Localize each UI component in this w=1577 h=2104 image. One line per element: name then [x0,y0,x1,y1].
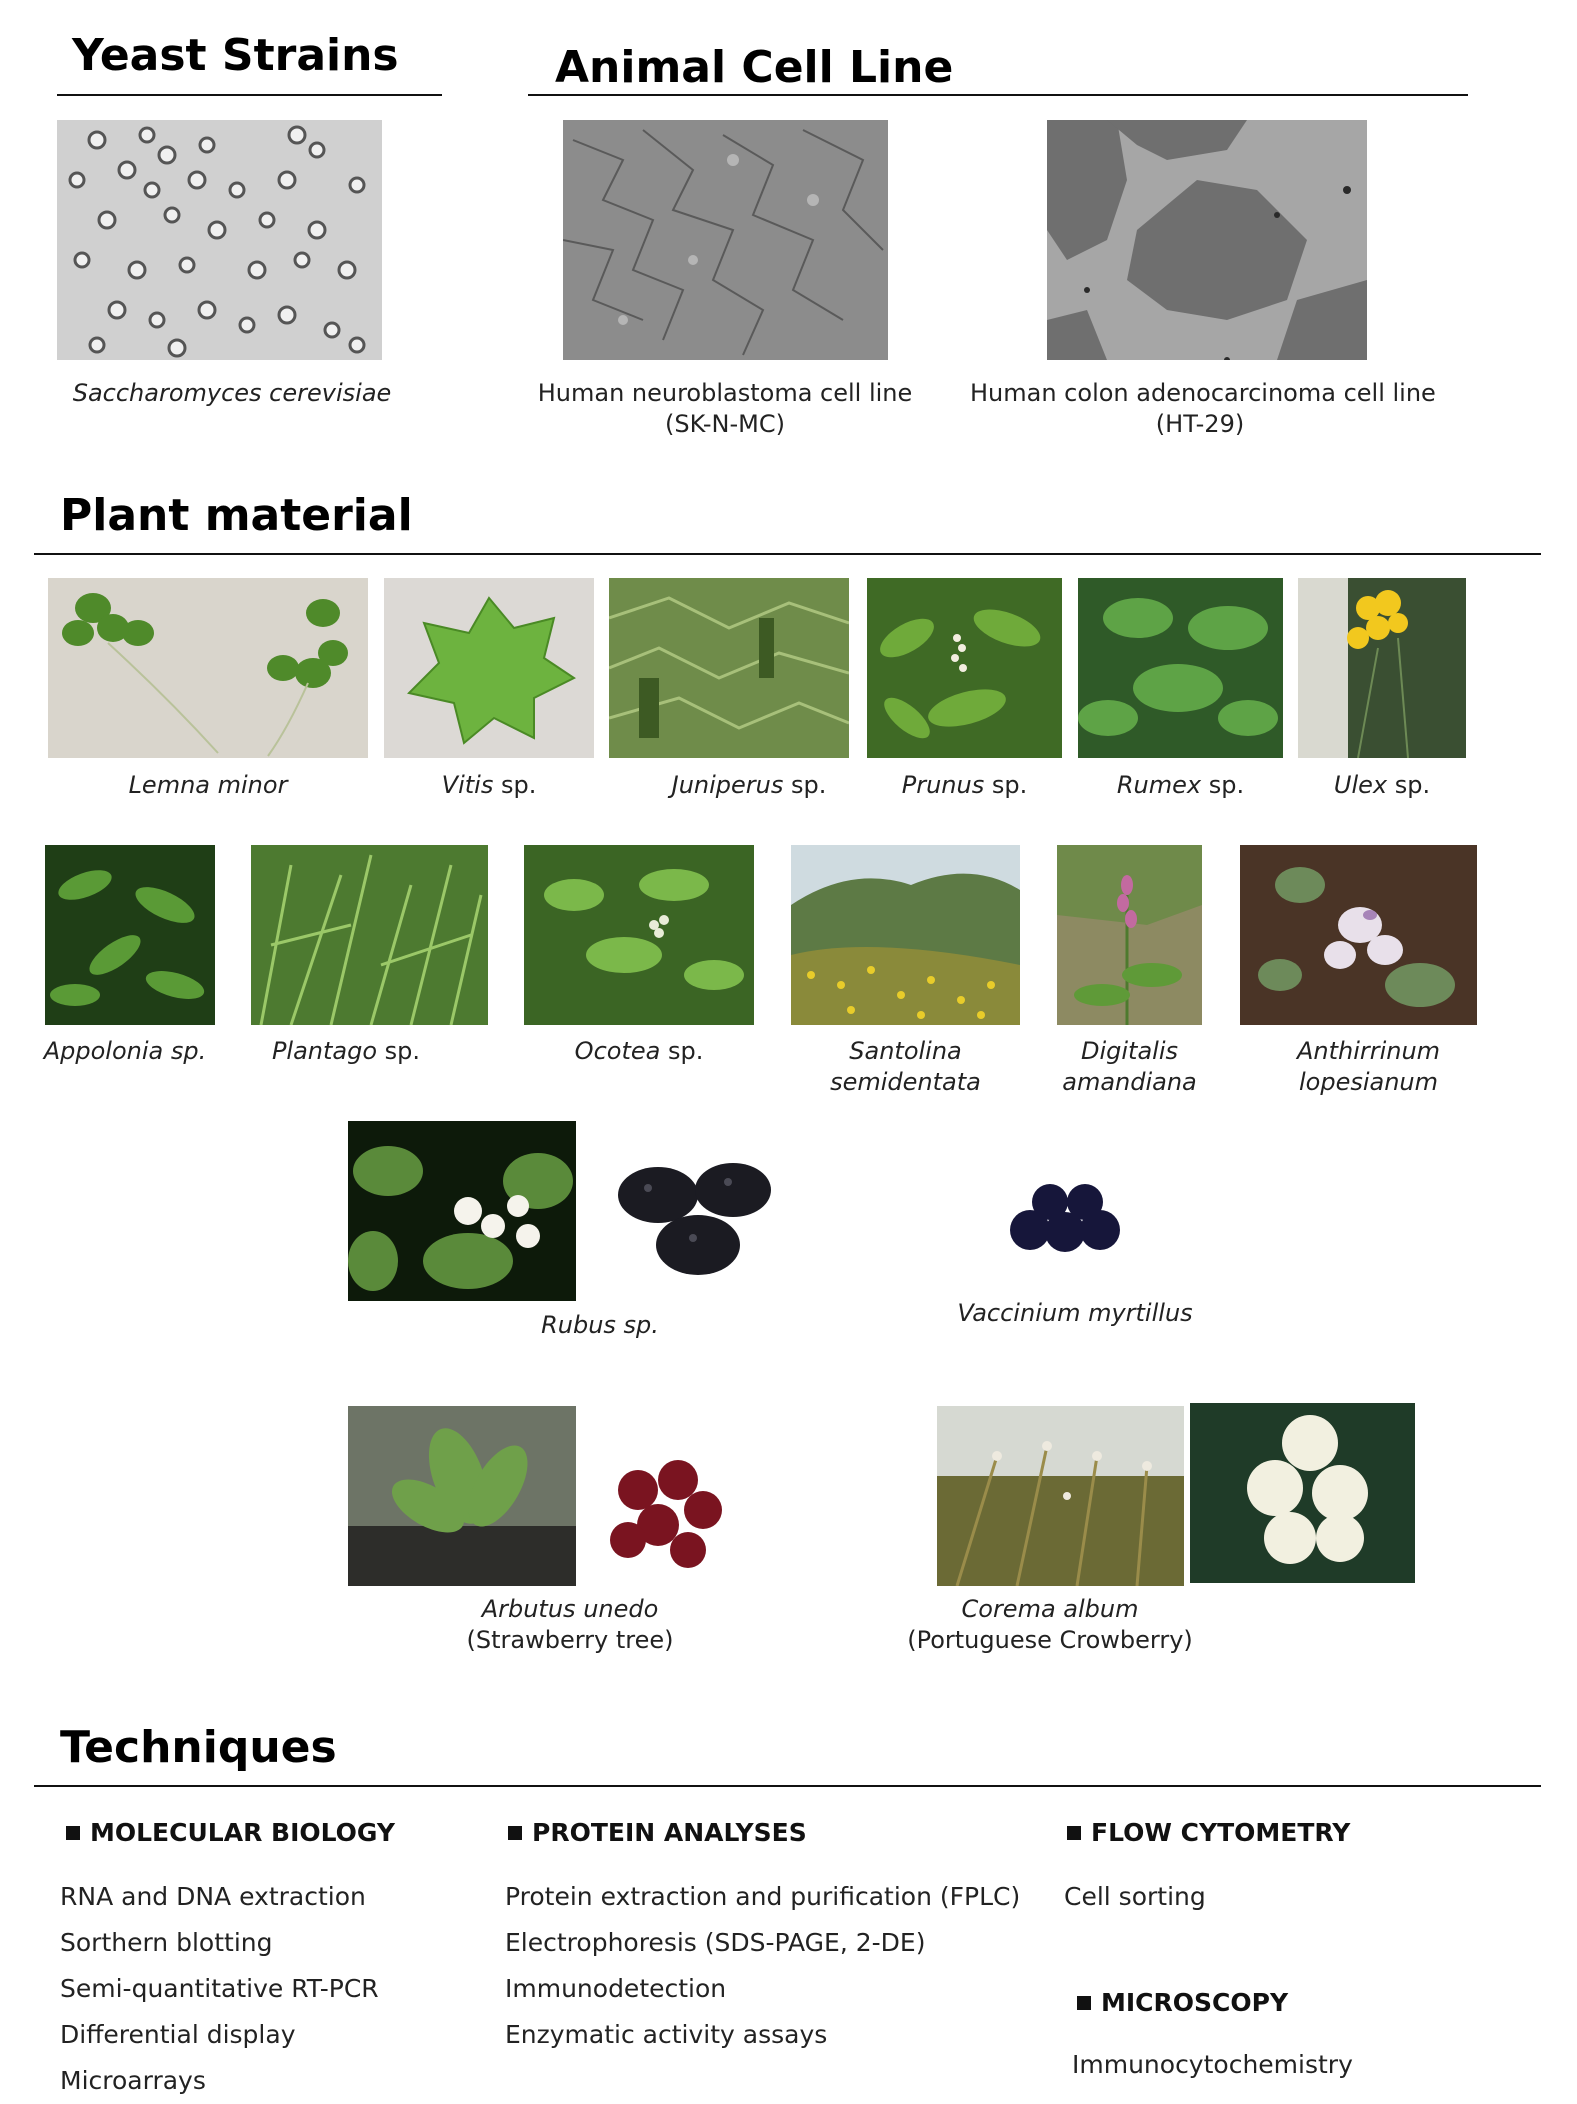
digitalis-caption [1057,1036,1202,1098]
microscopy-heading [1077,1988,1288,2017]
arbutus-plant-photo [348,1406,576,1586]
santolina-line1: Santolina [849,1037,962,1065]
ulex-caption [1298,770,1466,801]
appolonia-photo [45,845,215,1025]
list-item: Semi-quantitative RT-PCR [60,1974,379,2003]
neuroblastoma-caption [530,378,920,440]
yeast-species: Saccharomyces cerevisiae [72,379,392,407]
corema-species: Corema album [961,1595,1139,1623]
vitis-photo [384,578,594,758]
yeast-caption [57,378,407,409]
vitis-genus: Vitis [441,771,494,799]
list-item: Enzymatic activity assays [505,2020,828,2049]
rubus-caption [450,1310,750,1341]
digitalis-photo [1057,845,1202,1025]
blackberries-photo [598,1150,778,1290]
arbutus-caption [420,1594,720,1656]
colon-caption-line2: (HT-29) [1155,410,1245,438]
ocotea-suffix: sp. [660,1037,704,1065]
list-item: Protein extraction and purification (FPLC) [505,1882,1021,1911]
colon-adenocarcinoma-caption [970,378,1436,440]
lemna-minor-photo [48,578,368,758]
bullet-square-icon [1067,1826,1081,1840]
corema-plant-photo [937,1406,1184,1586]
juniperus-genus: Juniperus [671,771,784,799]
juniperus-suffix: sp. [783,771,827,799]
santolina-caption [791,1036,1020,1098]
list-item: Cell sorting [1064,1882,1206,1911]
yeast-title-rule [57,94,442,96]
flow-cytometry-heading [1067,1818,1350,1847]
plant-title-rule [34,553,1541,555]
lemna-genus: Lemna minor [128,771,288,799]
list-item: Immunocytochemistry [1072,2050,1353,2079]
neuroblastoma-caption-line1: Human neuroblastoma cell line [537,379,913,407]
ulex-suffix: sp. [1387,771,1431,799]
arbutus-fruit-photo [598,1450,728,1575]
vitis-suffix: sp. [493,771,537,799]
list-item: Sorthern blotting [60,1928,273,1957]
molecular-biology-heading-text: MOLECULAR BIOLOGY [90,1818,395,1847]
arbutus-common-name: (Strawberry tree) [466,1626,674,1654]
neuroblastoma-caption-line2: (SK-N-MC) [665,410,785,438]
molecular-biology-heading [66,1818,395,1847]
list-item: Electrophoresis (SDS-PAGE, 2-DE) [505,1928,926,1957]
rumex-suffix: sp. [1201,771,1245,799]
plantago-caption [251,1036,441,1067]
plantago-suffix: sp. [377,1037,421,1065]
rumex-genus: Rumex [1116,771,1202,799]
arbutus-species: Arbutus unedo [481,1595,659,1623]
animal-title-rule [528,94,1468,96]
list-item: Immunodetection [505,1974,727,2003]
bullet-square-icon [1077,1996,1091,2010]
animal-section-title: Animal Cell Line [555,42,954,93]
digitalis-line2: amandiana [1062,1068,1197,1096]
appolonia-genus: Appolonia sp. [43,1037,207,1065]
corema-caption [900,1594,1200,1656]
vaccinium-berries-photo [1000,1180,1130,1260]
vitis-caption [384,770,594,801]
plant-section-title: Plant material [60,490,413,541]
plantago-genus: Plantago [271,1037,378,1065]
molecular-biology-list [60,1874,379,2104]
anthirrinum-photo [1240,845,1477,1025]
list-item: Microarrays [60,2066,206,2095]
anthirrinum-line2: lopesianum [1298,1068,1439,1096]
plantago-photo [251,845,488,1025]
neuroblastoma-micrograph [563,120,888,360]
yeast-micrograph [57,120,382,360]
santolina-line2: semidentata [830,1068,981,1096]
anthirrinum-caption [1250,1036,1487,1098]
ocotea-photo [524,845,754,1025]
list-item: Differential display [60,2020,296,2049]
juniperus-caption [629,770,869,801]
rubus-plant-photo [348,1121,576,1301]
flow-cytometry-list [1064,1874,1206,1920]
ulex-genus: Ulex [1333,771,1388,799]
bullet-square-icon [66,1826,80,1840]
prunus-photo [867,578,1062,758]
ulex-photo [1298,578,1466,758]
flow-cytometry-heading-text: FLOW CYTOMETRY [1091,1818,1351,1847]
protein-analyses-heading [508,1818,807,1847]
list-item: RNA and DNA extraction [60,1882,366,1911]
techniques-title-rule [34,1785,1541,1787]
juniperus-photo [609,578,849,758]
prunus-suffix: sp. [984,771,1028,799]
vaccinium-caption [935,1298,1215,1329]
ocotea-genus: Ocotea [574,1037,661,1065]
protein-analyses-heading-text: PROTEIN ANALYSES [532,1818,807,1847]
anthirrinum-line1: Anthirrinum [1296,1037,1441,1065]
microscopy-heading-text: MICROSCOPY [1101,1988,1289,2017]
protein-analyses-list [505,1874,1020,2058]
yeast-section-title: Yeast Strains [72,30,399,81]
rumex-photo [1078,578,1283,758]
lemna-minor-caption [48,770,368,801]
rumex-caption [1078,770,1283,801]
rubus-species: Rubus sp. [541,1311,659,1339]
santolina-photo [791,845,1020,1025]
techniques-section-title: Techniques [60,1722,337,1773]
colon-caption-line1: Human colon adenocarcinoma cell line [970,379,1436,407]
ocotea-caption [524,1036,754,1067]
digitalis-line1: Digitalis [1080,1037,1178,1065]
appolonia-caption [35,1036,215,1067]
prunus-genus: Prunus [901,771,985,799]
prunus-caption [867,770,1062,801]
colon-adenocarcinoma-micrograph [1047,120,1367,360]
vaccinium-species: Vaccinium myrtillus [957,1299,1193,1327]
corema-berries-photo [1190,1403,1415,1583]
corema-common-name: (Portuguese Crowberry) [907,1626,1193,1654]
microscopy-list [1072,2042,1353,2088]
bullet-square-icon [508,1826,522,1840]
